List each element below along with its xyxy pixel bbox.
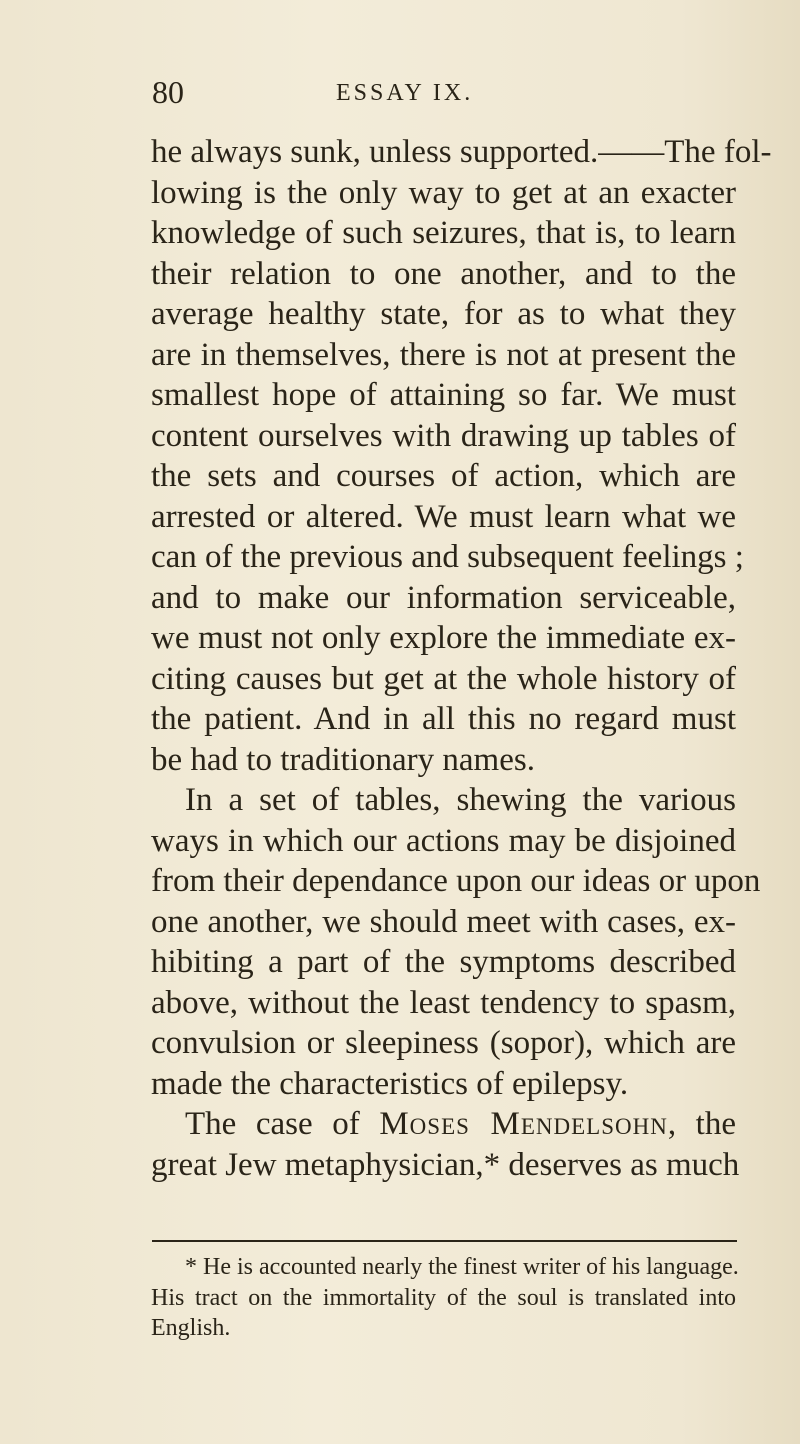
text-line: above, without the least tendency to spasm,: [151, 984, 736, 1021]
text-line: great Jew metaphysician,* deserves as much: [151, 1146, 740, 1183]
text-line: content ourselves with drawing up tables of: [151, 417, 736, 454]
footnote: [151, 1252, 739, 1344]
footnote-line: His tract on the immortality of the soul is translated into: [151, 1284, 736, 1311]
text-line: the patient. And in all this no regard must: [151, 701, 736, 737]
text-line: In a set of tables, shewing the various: [185, 782, 736, 818]
text-line: made the characteristics of epilepsy.: [151, 1065, 629, 1102]
text-line: one another, we should meet with cases, ex-: [151, 903, 736, 940]
text-line: knowledge of such seizures, that is, to learn: [151, 215, 736, 251]
page-header: [0, 74, 800, 114]
moses-pre: The case of: [185, 1106, 380, 1142]
text-line: he always sunk, unless supported.——The fol-: [151, 134, 772, 170]
text-line: average healthy state, for as to what they: [151, 296, 736, 332]
text-line: ways in which our actions may be disjoined: [151, 822, 736, 859]
page-number: 80: [152, 74, 184, 110]
text-line: hibiting a part of the symptoms described: [151, 944, 736, 980]
running-head: ESSAY IX.: [336, 80, 474, 106]
text-line: and to make our information serviceable,: [151, 579, 736, 616]
moses-name: Moses Mendelsohn: [379, 1106, 668, 1142]
text-line: lowing is the only way to get at an exacter: [151, 174, 736, 211]
footnote-line: English.: [151, 1315, 231, 1341]
text-line: be had to traditionary names.: [151, 741, 535, 778]
footnote-rule: [152, 1240, 737, 1242]
body-text: [151, 132, 772, 1185]
text-line: from their dependance upon our ideas or upon: [151, 863, 761, 899]
text-line: arrested or altered. We must learn what we: [151, 498, 736, 535]
text-line: citing causes but get at the whole history of: [151, 660, 736, 697]
text-line: smallest hope of attaining so far. We must: [151, 377, 736, 413]
footnote-line: * He is accounted nearly the finest writer of his language.: [185, 1254, 739, 1280]
text-line: the sets and courses of action, which are: [151, 458, 736, 494]
text-line: we must not only explore the immediate ex-: [151, 620, 736, 656]
text-line: are in themselves, there is not at present the: [151, 336, 736, 373]
moses-post: , the: [667, 1106, 736, 1142]
text-line: convulsion or sleepiness (sopor), which are: [151, 1025, 736, 1061]
text-line: their relation to one another, and to the: [151, 255, 736, 292]
text-line: can of the previous and subsequent feelings ;: [151, 539, 744, 575]
text-line-moses: [151, 1104, 736, 1145]
